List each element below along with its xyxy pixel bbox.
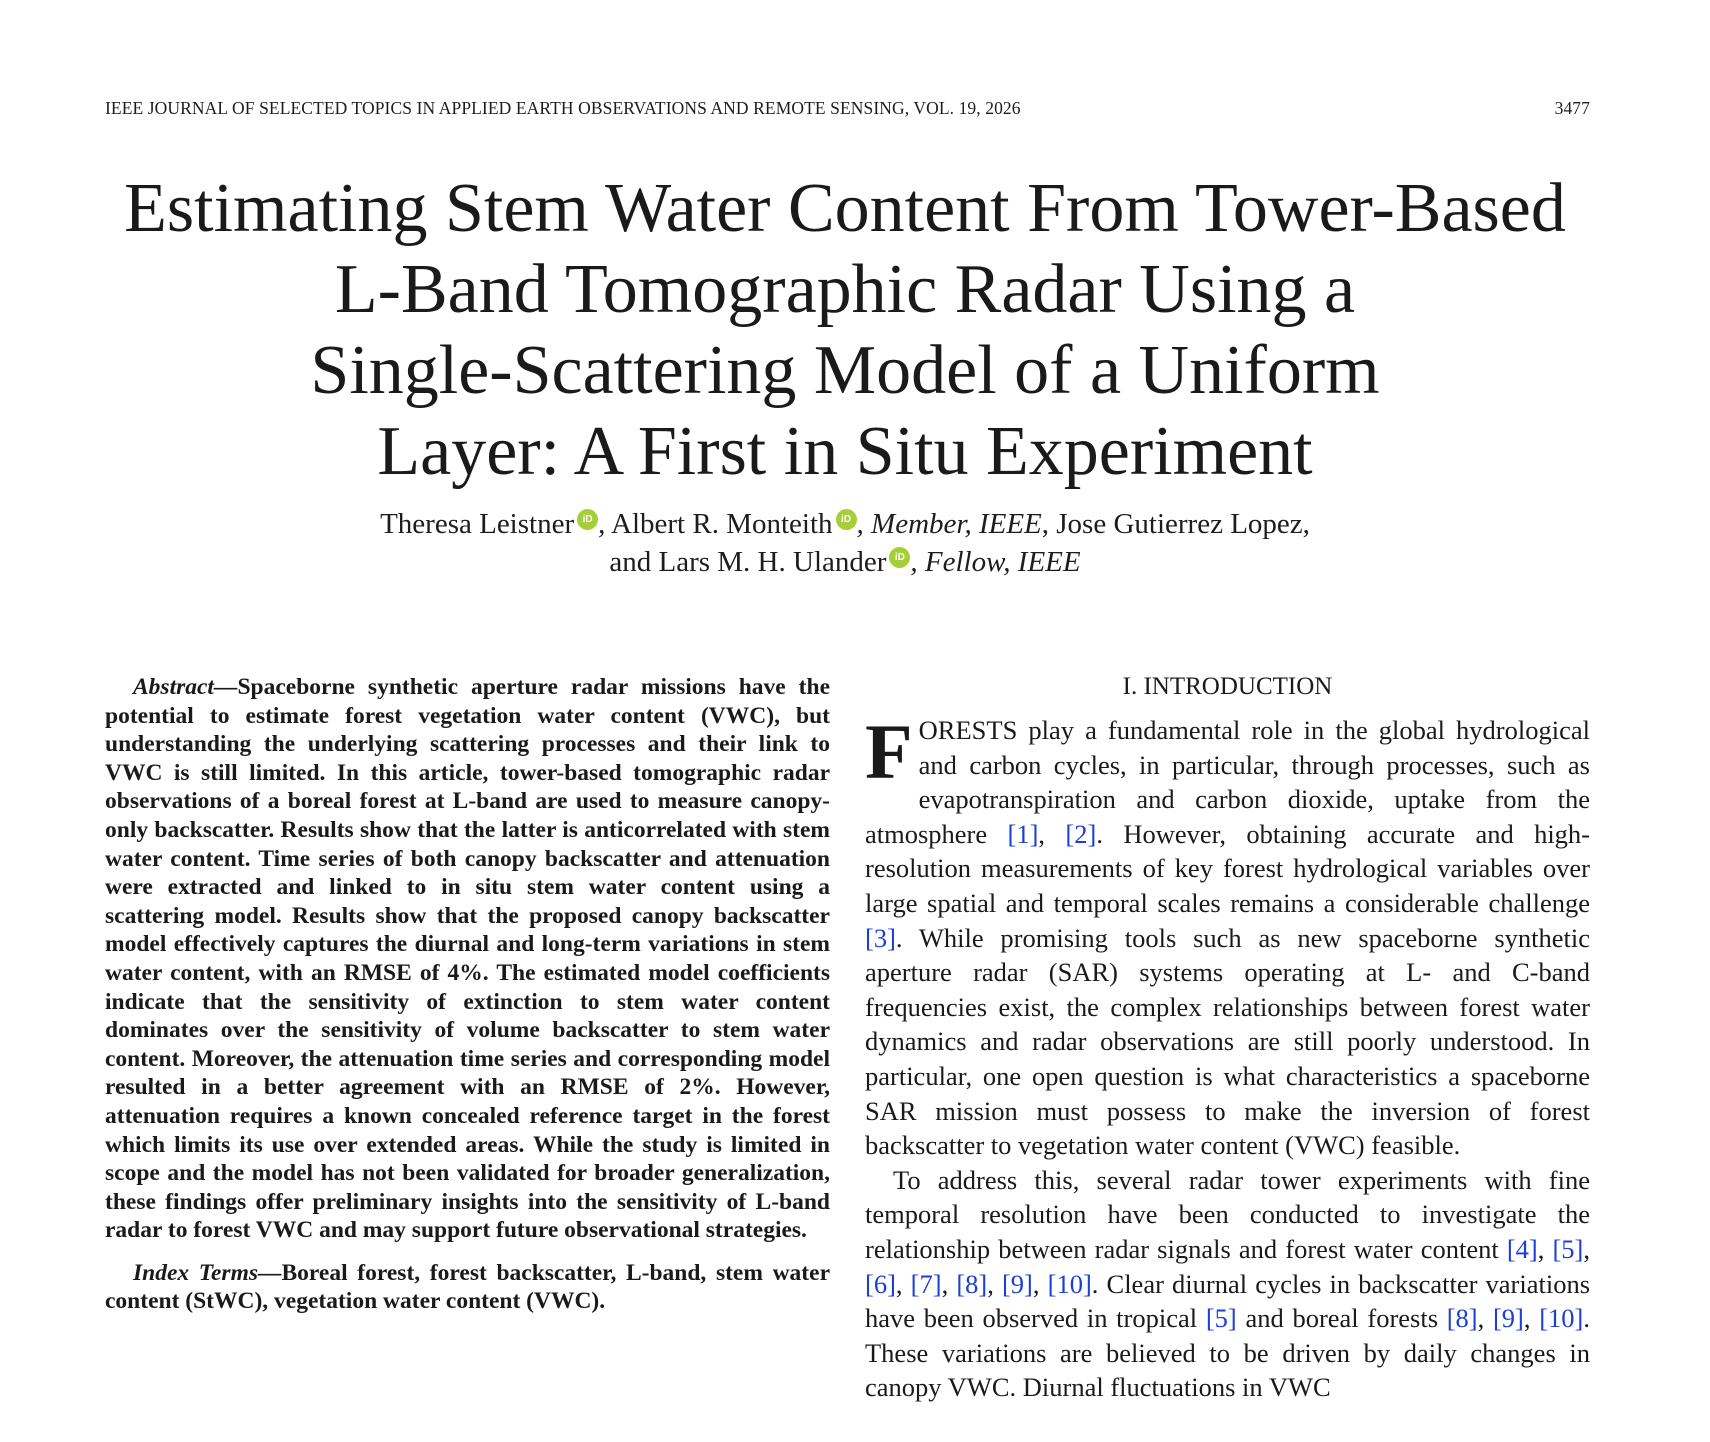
running-header bbox=[105, 98, 1590, 119]
title-line: Single-Scattering Model of a Uniform bbox=[310, 332, 1380, 409]
citation-link[interactable]: [6] bbox=[865, 1268, 896, 1299]
citation-link[interactable]: [2] bbox=[1065, 818, 1097, 849]
author-name: Theresa Leistner bbox=[380, 508, 575, 540]
citation-link[interactable]: [7] bbox=[910, 1268, 942, 1299]
paper-title bbox=[60, 168, 1630, 492]
abstract-text: Spaceborne synthetic aperture radar missions have the potential to estimate forest vegetation water content (VWC), but understanding the underlying scattering processes and their link to VWC is still limited. In this article, tower-based tomographic radar observations of a boreal forest at L-band are used to measure canopy-only backscatter. Results show that the latter is anticorrelated with stem water content. Time series of both canopy backscatter and attenuation were extracted and linked to in situ stem water content using a scattering model. Results show that the proposed canopy backscatter model effectively captures the diurnal and long-term variations in stem water content, with an RMSE of 4%. The estimated model coefficients indicate that the sensitivity of extinction to stem water content dominates over the sensitivity of volume backscatter to stem water content. Moreover, the attenuation time series and corresponding model resulted in a better agreement with an RMSE of 2%. However, attenuation requires a known concealed reference target in the forest which limits its use over extended areas. While the study is limited in scope and the model has not been validated for broader generalization, these findings offer preliminary insights into the sensitivity of L-band radar to forest VWC and may support future observational strategies. bbox=[105, 674, 830, 1244]
author-name: , Jose Gutierrez Lopez, bbox=[1041, 508, 1310, 540]
citation-link[interactable]: [4] bbox=[1506, 1233, 1538, 1264]
paragraph-text: . Clear diurnal cycles in backscatter variations have been observed in tropical bbox=[865, 1268, 1591, 1334]
section-heading bbox=[865, 673, 1590, 701]
section-heading-rest: NTRODUCTION bbox=[1151, 673, 1333, 700]
index-terms-text: Boreal forest, forest backscatter, L-band, stem water content (StWC), vegetation water content (VWC). bbox=[105, 1259, 830, 1315]
citation-link[interactable]: [1] bbox=[1007, 818, 1039, 849]
separator: , bbox=[1537, 1233, 1553, 1264]
citation-link[interactable]: [5] bbox=[1205, 1303, 1237, 1334]
citation-link[interactable]: [5] bbox=[1552, 1233, 1584, 1264]
paragraph-text: ORESTS play a fundamental role in the global hydrological and carbon cycles, in particular, through processes, such as evapotranspiration and carbon dioxide, uptake from the atmosphere bbox=[865, 715, 1590, 849]
author-role: , Member, IEEE bbox=[856, 508, 1042, 540]
paragraph-text: and boreal forests bbox=[1236, 1303, 1447, 1334]
citation-link[interactable]: [10] bbox=[1539, 1303, 1584, 1334]
separator: , bbox=[1477, 1303, 1493, 1334]
author-role: , Fellow, IEEE bbox=[910, 546, 1081, 578]
author-list bbox=[60, 505, 1630, 581]
author-name: and Lars M. H. Ulander bbox=[609, 546, 887, 578]
separator: , bbox=[895, 1268, 911, 1299]
citation-link[interactable]: [3] bbox=[865, 922, 896, 953]
abstract-paragraph bbox=[105, 673, 830, 1245]
separator: , bbox=[987, 1268, 1002, 1299]
separator: , bbox=[1583, 1233, 1590, 1264]
page-number: 3477 bbox=[1554, 98, 1590, 118]
paragraph-text: . While promising tools such as new spaceborne synthetic aperture radar (SAR) systems operating at L- and C-band frequencies exist, the complex relationships between forest water dynamics and radar observations are still poorly understood. In particular, one open question is what characteristics a spaceborne SAR mission must possess to make the inversion of forest backscatter to vegetation water content (VWC) feasible. bbox=[865, 922, 1590, 1161]
orcid-icon[interactable]: iD bbox=[836, 509, 857, 530]
separator: , bbox=[1038, 818, 1066, 849]
citation-link[interactable]: [9] bbox=[1001, 1268, 1033, 1299]
paragraph-text: To address this, several radar tower experiments with fine temporal resolution have been conducted to investigate the relationship between radar signals and forest water content bbox=[865, 1164, 1590, 1264]
paragraph-text: . However, obtaining accurate and high-resolution measurements of key forest hydrological variables over large spatial and temporal scales remains a considerable challenge bbox=[865, 818, 1591, 918]
author-line bbox=[60, 543, 1630, 581]
citation-link[interactable]: [9] bbox=[1492, 1303, 1524, 1334]
title-line: L-Band Tomographic Radar Using a bbox=[334, 251, 1356, 328]
intro-paragraph-1 bbox=[865, 708, 1591, 1163]
title-line: Layer: A First in Situ Experiment bbox=[377, 413, 1313, 490]
abstract-section bbox=[105, 673, 830, 1316]
introduction-section bbox=[865, 673, 1590, 1405]
orcid-icon[interactable]: iD bbox=[577, 509, 598, 530]
abstract-label: Abstract— bbox=[133, 674, 238, 700]
author-line bbox=[60, 505, 1630, 543]
orcid-icon[interactable]: iD bbox=[889, 547, 910, 568]
title-line: Estimating Stem Water Content From Tower-Based bbox=[124, 170, 1566, 247]
citation-link[interactable]: [10] bbox=[1047, 1268, 1092, 1299]
paragraph-text: . These variations are believed to be driven by daily changes in canopy VWC. Diurnal fluctuations in VWC bbox=[865, 1303, 1591, 1403]
drop-cap: F bbox=[865, 708, 913, 795]
section-number: I. bbox=[1122, 673, 1144, 700]
journal-name: IEEE JOURNAL OF SELECTED TOPICS IN APPLIED EARTH OBSERVATIONS AND REMOTE SENSING, VOL. 19, 2026 bbox=[105, 98, 1021, 118]
citation-link[interactable]: [8] bbox=[1446, 1303, 1478, 1334]
section-heading-initial: I bbox=[1143, 673, 1152, 700]
citation-link[interactable]: [8] bbox=[956, 1268, 988, 1299]
author-name: , Albert R. Monteith bbox=[598, 508, 833, 540]
separator: , bbox=[1032, 1268, 1048, 1299]
separator: , bbox=[941, 1268, 957, 1299]
index-terms-paragraph bbox=[105, 1259, 830, 1316]
separator: , bbox=[1523, 1303, 1540, 1334]
intro-paragraph-2 bbox=[865, 1163, 1590, 1405]
index-terms-label: Index Terms— bbox=[133, 1259, 282, 1286]
